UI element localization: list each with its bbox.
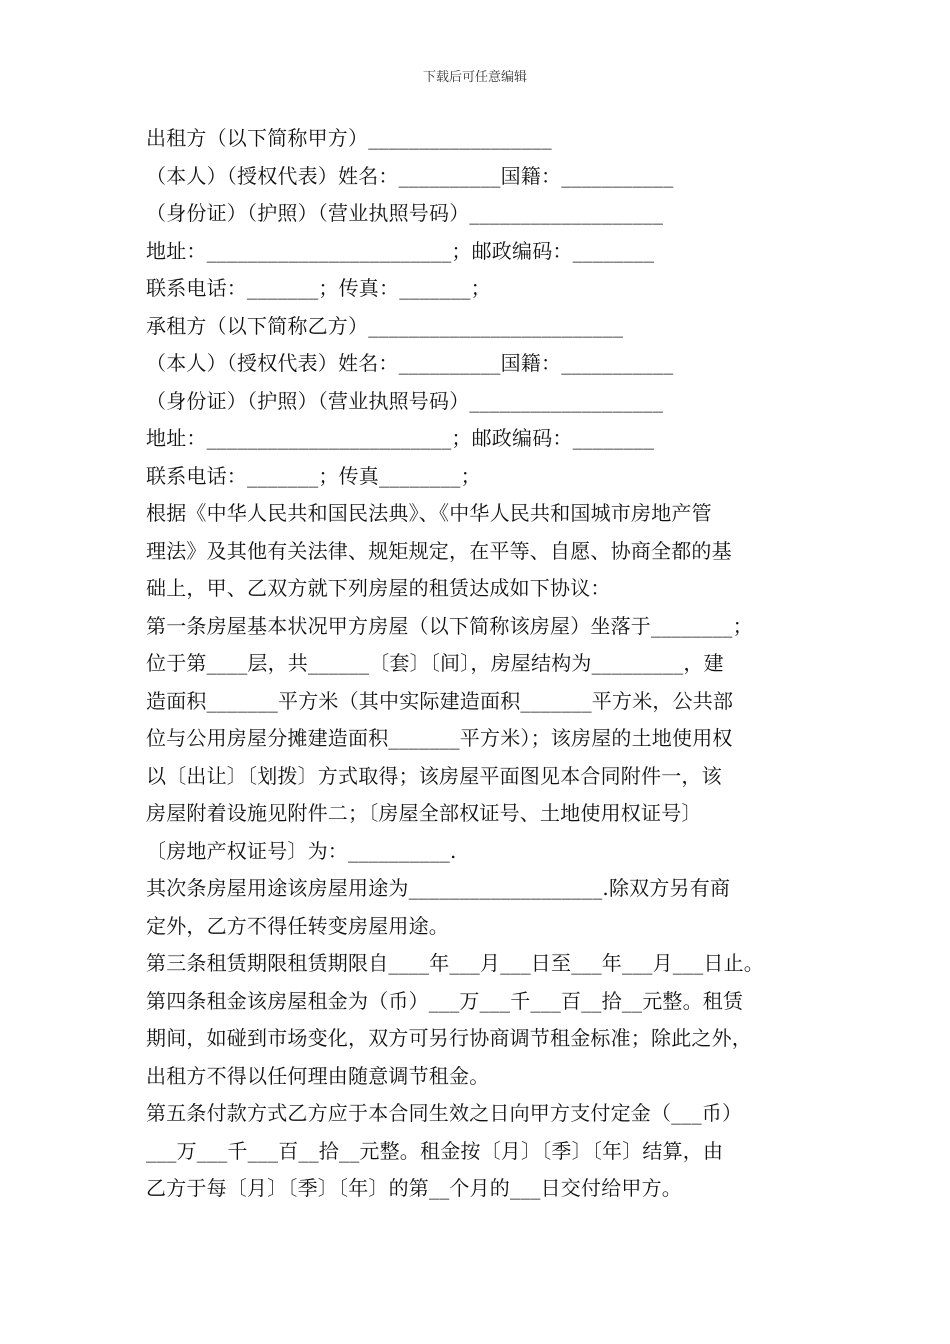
lessee-line: 承租方（以下简称乙方）_________________________	[146, 313, 624, 338]
lessee-name-nationality: （本人）（授权代表）姓名：__________国籍：___________	[146, 351, 674, 375]
contract-body	[146, 120, 826, 1208]
page-header: 下载后可任意编辑	[422, 70, 527, 85]
preamble-line-1: 根据《中华人民共和国民法典》、《中华人民共和国城市房地产管	[146, 501, 712, 525]
lessor-name-nationality: （本人）（授权代表）姓名：__________国籍：___________	[146, 163, 674, 188]
lessee-phone-fax: 联系电话：_______；传真________；	[146, 463, 481, 488]
preamble-line-3: 础上，甲、乙双方就下列房屋的租赁达成如下协议：	[146, 576, 611, 600]
lessee-id: （身份证）（护照）（营业执照号码）___________________	[146, 388, 664, 413]
article-1-line-4: 位与公用房屋分摊建造面积_______平方米）；该房屋的土地使用权	[146, 726, 733, 750]
article-5-line-3: 乙方于每〔月〕〔季〕〔年〕的第__个月的___日交付给甲方。	[146, 1176, 682, 1200]
lessor-address: 地址：________________________；邮政编码：________	[146, 238, 655, 263]
article-4-line-3: 出租方不得以任何理由随意调节租金。	[146, 1063, 490, 1088]
lessor-line: 出租方（以下简称甲方）__________________	[146, 126, 552, 150]
article-2-line-1: 其次条房屋用途该房屋用途为___________________.除双方另有商	[146, 876, 731, 900]
article-1-line-6: 房屋附着设施见附件二；〔房屋全部权证号、土地使用权证号〕	[146, 801, 702, 825]
article-2-line-2: 定外，乙方不得任转变房屋用途。	[146, 913, 449, 938]
lessor-phone-fax: 联系电话：_______；传真：_______；	[146, 276, 491, 300]
article-4-line-2: 期间，如碰到市场变化，双方可另行协商调节租金标准；除此之外，	[146, 1026, 752, 1050]
article-1-line-1: 第一条房屋基本状况甲方房屋（以下简称该房屋）坐落于________；	[146, 613, 753, 638]
article-4-line-1: 第四条租金该房屋租金为（币）___万___千___百__拾__元整。租赁	[146, 988, 744, 1013]
article-3-line-1: 第三条租赁期限租赁期限自____年___月___日至___年___月___日止。	[146, 951, 764, 975]
article-1-line-2: 位于第____层，共______〔套〕〔间〕，房屋结构为_________，建	[146, 651, 724, 675]
article-1-line-5: 以〔出让〕〔划拨〕方式取得；该房屋平面图见本合同附件一，该	[146, 763, 722, 788]
article-1-line-3: 造面积_______平方米（其中实际建造面积_______平方米，公共部	[146, 688, 734, 713]
lessee-address: 地址：________________________；邮政编码：________	[146, 426, 655, 450]
article-5-line-1: 第五条付款方式乙方应于本合同生效之日向甲方支付定金（___币）	[146, 1101, 743, 1125]
article-5-line-2: ___万___千___百__拾__元整。租金按〔月〕〔季〕〔年〕结算，由	[146, 1138, 724, 1163]
preamble-line-2: 理法》及其他有关法律、规矩规定，在平等、自愿、协商全都的基	[146, 538, 732, 563]
article-1-line-7: 〔房地产权证号〕为：__________.	[146, 838, 457, 863]
lessor-id: （身份证）（护照）（营业执照号码）___________________	[146, 201, 664, 225]
